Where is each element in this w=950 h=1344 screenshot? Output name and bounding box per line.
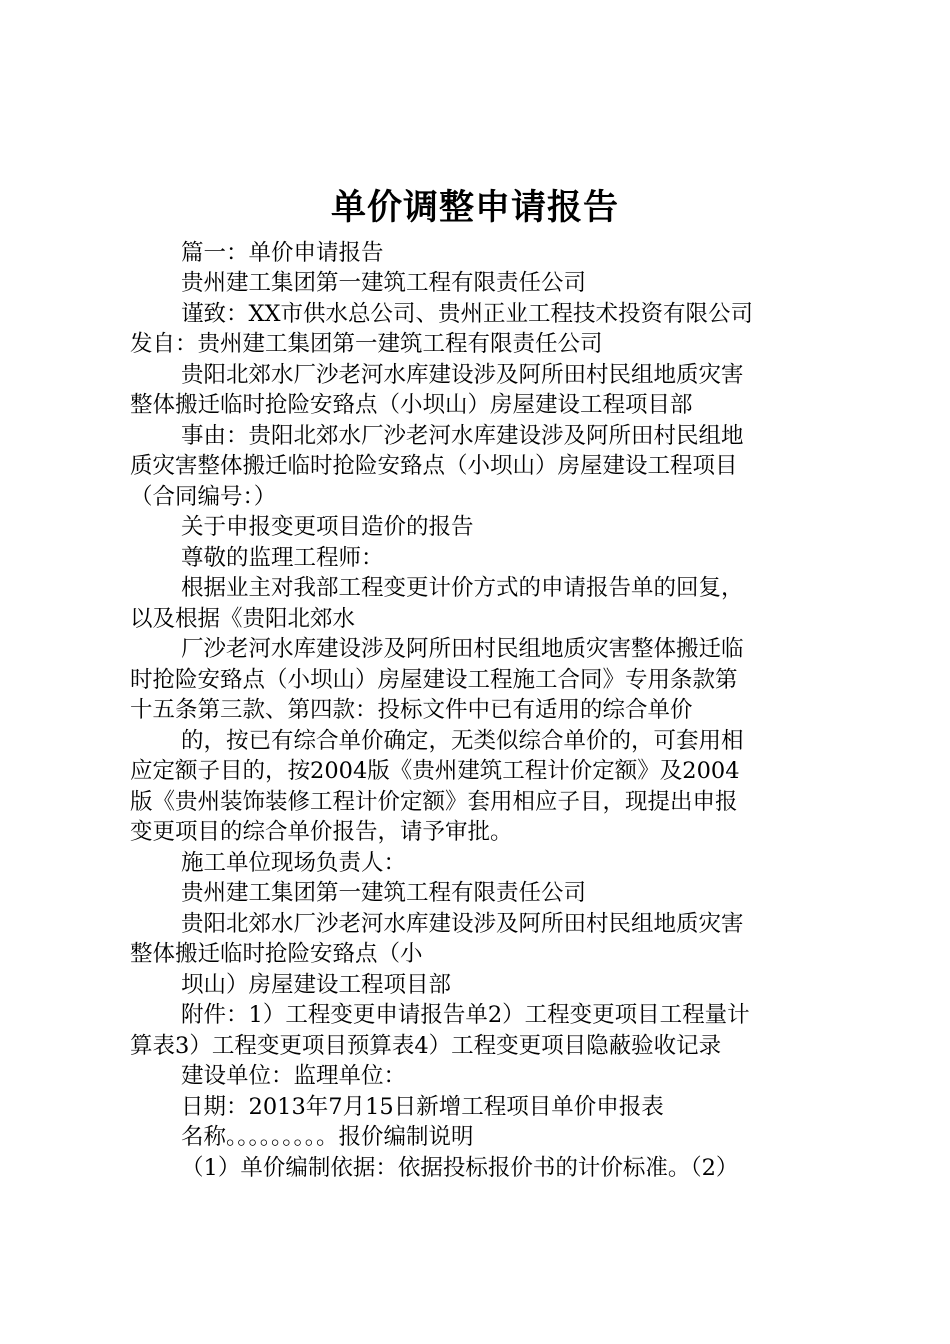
body-line: 事由：贵阳北郊水厂沙老河水库建设涉及阿所田村民组地 (181, 423, 744, 449)
body-line: （合同编号：） (130, 484, 277, 510)
body-line: 整体搬迁临时抢险安臵点（小 (130, 941, 423, 967)
body-line: 十五条第三款、第四款：投标文件中已有适用的综合单价 (130, 697, 693, 723)
body-line: 质灾害整体搬迁临时抢险安臵点（小坝山）房屋建设工程项目 (130, 453, 738, 479)
body-line: 发自：贵州建工集团第一建筑工程有限责任公司 (130, 331, 603, 357)
body-line: 的，按已有综合单价确定，无类似综合单价的，可套用相 (181, 728, 744, 754)
body-line: 施工单位现场负责人： (181, 850, 407, 876)
body-line: 尊敬的监理工程师： (181, 545, 384, 571)
body-line: 谨致：XX市供水总公司、贵州正业工程技术投资有限公司 (181, 301, 754, 327)
body-line: 日期：2013年7月15日新增工程项目单价申报表 (181, 1094, 664, 1120)
body-line: 附件：1）工程变更申请报告单2）工程变更项目工程量计 (181, 1002, 750, 1028)
body-line: 应定额子目的，按2004版《贵州建筑工程计价定额》及2004 (130, 758, 740, 784)
body-line: 贵州建工集团第一建筑工程有限责任公司 (181, 270, 587, 296)
body-line: 版《贵州装饰装修工程计价定额》套用相应子目，现提出申报 (130, 789, 738, 815)
body-line: 建设单位：监理单位： (181, 1063, 407, 1089)
body-line: 名称。。。。。。。。。报价编制说明 (181, 1124, 474, 1150)
body-line: 贵州建工集团第一建筑工程有限责任公司 (181, 880, 587, 906)
body-line: 贵阳北郊水厂沙老河水库建设涉及阿所田村民组地质灾害 (181, 362, 744, 388)
body-line: 坝山）房屋建设工程项目部 (181, 972, 452, 998)
body-line: 整体搬迁临时抢险安臵点（小坝山）房屋建设工程项目部 (130, 392, 693, 418)
body-line: 关于申报变更项目造价的报告 (181, 514, 474, 540)
body-line: 厂沙老河水库建设涉及阿所田村民组地质灾害整体搬迁临 (181, 636, 744, 662)
body-line: 贵阳北郊水厂沙老河水库建设涉及阿所田村民组地质灾害 (181, 911, 744, 937)
body-line: 算表3）工程变更项目预算表4）工程变更项目隐蔽验收记录 (130, 1033, 722, 1059)
body-line: 以及根据《贵阳北郊水 (130, 606, 356, 632)
body-line: 篇一：单价申请报告 (181, 240, 384, 266)
body-line: （1）单价编制依据：依据投标报价书的计价标准。（2） (181, 1155, 739, 1181)
body-line: 时抢险安臵点（小坝山）房屋建设工程施工合同》专用条款第 (130, 667, 738, 693)
body-line: 变更项目的综合单价报告，请予审批。 (130, 819, 513, 845)
body-line: 根据业主对我部工程变更计价方式的申请报告单的回复， (181, 575, 744, 601)
document-title: 单价调整申请报告 (330, 187, 619, 228)
